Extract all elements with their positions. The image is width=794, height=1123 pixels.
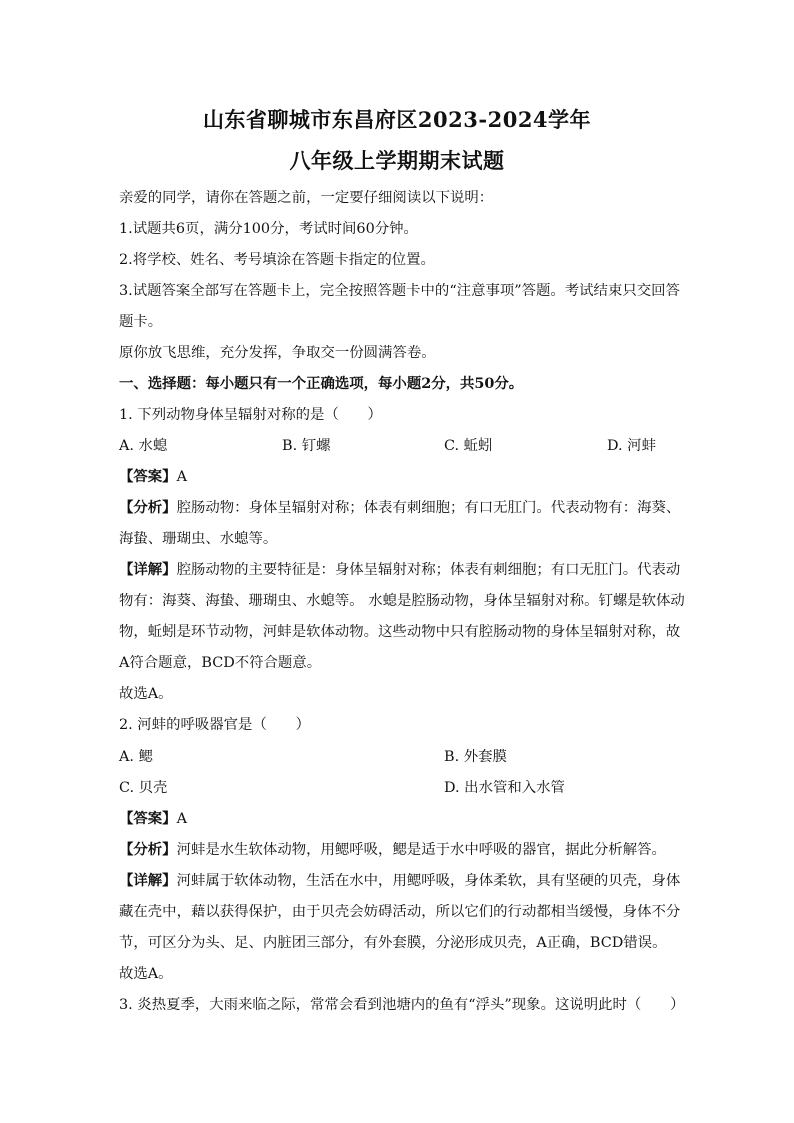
question-2-option-a: A. 鳃 <box>119 749 153 765</box>
question-2-detail-line-3: 节，可区分为头、足、内脏团三部分，有外套膜，分泌形成贝壳，A正确，BCD错误。 <box>119 935 667 951</box>
instruction-item-2: 2.将学校、姓名、考号填涂在答题卡指定的位置。 <box>119 252 435 268</box>
detail-text: 河蚌属于软体动物，生活在水中，用鳃呼吸，身体柔软，具有坚硬的贝壳，身体 <box>176 873 681 889</box>
question-1-detail-line-4: A符合题意，BCD不符合题意。 <box>119 655 322 671</box>
page-subtitle: 八年级上学期期末试题 <box>289 148 505 173</box>
detail-text: 腔肠动物的主要特征是：身体呈辐射对称；体表有刺细胞；有口无肛门。代表动 <box>176 562 681 578</box>
instructions-wish: 原你放飞思维，充分发挥，争取交一份圆满答卷。 <box>119 345 436 361</box>
question-2-detail-line-2: 藏在壳中，藉以获得保护，由于贝壳会妨碍活动，所以它们的行动都相当缓慢，身体不分 <box>119 904 681 920</box>
question-1-detail <box>119 560 679 580</box>
question-1-detail-line-3: 物，蚯蚓是环节动物，河蚌是软体动物。这些动物中只有腔肠动物的身体呈辐射对称，故 <box>119 624 681 640</box>
question-1-option-a: A. 水螅 <box>119 438 168 454</box>
answer-value: A <box>176 811 187 827</box>
question-2-stem: 2. 河蚌的呼吸器官是（ ） <box>119 717 310 733</box>
question-2-detail <box>119 871 679 891</box>
detail-tag: 【详解】 <box>119 872 177 889</box>
analysis-tag: 【分析】 <box>119 841 177 858</box>
question-2-analysis <box>119 840 679 860</box>
detail-tag: 【详解】 <box>119 561 177 578</box>
question-2-answer <box>119 809 679 829</box>
question-1-detail-line-2: 物有：海葵、海蛰、珊瑚虫、水螅等。 水螅是腔肠动物，身体呈辐射对称。钉螺是软体动 <box>119 593 685 609</box>
question-1-option-d: D. 河蚌 <box>607 438 656 454</box>
question-2-conclusion: 故选A。 <box>119 966 173 982</box>
question-2-option-c: C. 贝壳 <box>119 780 168 796</box>
answer-tag: 【答案】 <box>119 468 177 485</box>
question-1-answer <box>119 467 679 487</box>
section-heading: 一、选择题：每小题只有一个正确选项，每小题2分，共50分。 <box>119 375 524 392</box>
analysis-text: 河蚌是水生软体动物，用鳃呼吸，鳃是适于水中呼吸的器官，据此分析解答。 <box>176 842 666 858</box>
question-1-analysis <box>119 498 679 518</box>
analysis-text: 腔肠动物：身体呈辐射对称；体表有刺细胞；有口无肛门。代表动物有：海葵、 <box>176 500 681 516</box>
question-1-analysis-cont: 海蛰、珊瑚虫、水螅等。 <box>119 531 278 547</box>
answer-value: A <box>176 469 187 485</box>
page-title: 山东省聊城市东昌府区2023-2024学年 <box>202 107 592 132</box>
answer-tag: 【答案】 <box>119 810 177 827</box>
instruction-item-3-cont: 题卡。 <box>119 314 163 330</box>
instruction-item-1: 1.试题共6页，满分100分，考试时间60分钟。 <box>119 221 418 237</box>
question-2-option-d: D. 出水管和入水管 <box>444 780 565 796</box>
instructions-greeting: 亲爱的同学，请你在答题之前，一定要仔细阅读以下说明： <box>119 190 494 206</box>
question-1-stem: 1. 下列动物身体呈辐射对称的是（ ） <box>119 407 382 423</box>
instruction-item-3: 3.试题答案全部写在答题卡上，完全按照答题卡中的“注意事项”答题。考试结束只交回答 <box>119 283 680 299</box>
question-2-option-b: B. 外套膜 <box>444 749 507 765</box>
question-1-option-b: B. 钉螺 <box>282 438 331 454</box>
analysis-tag: 【分析】 <box>119 499 177 516</box>
question-1-option-c: C. 蚯蚓 <box>444 438 493 454</box>
question-1-conclusion: 故选A。 <box>119 686 173 702</box>
question-3-stem: 3. 炎热夏季，大雨来临之际，常常会看到池塘内的鱼有“浮头”现象。这说明此时（ ） <box>119 997 685 1013</box>
